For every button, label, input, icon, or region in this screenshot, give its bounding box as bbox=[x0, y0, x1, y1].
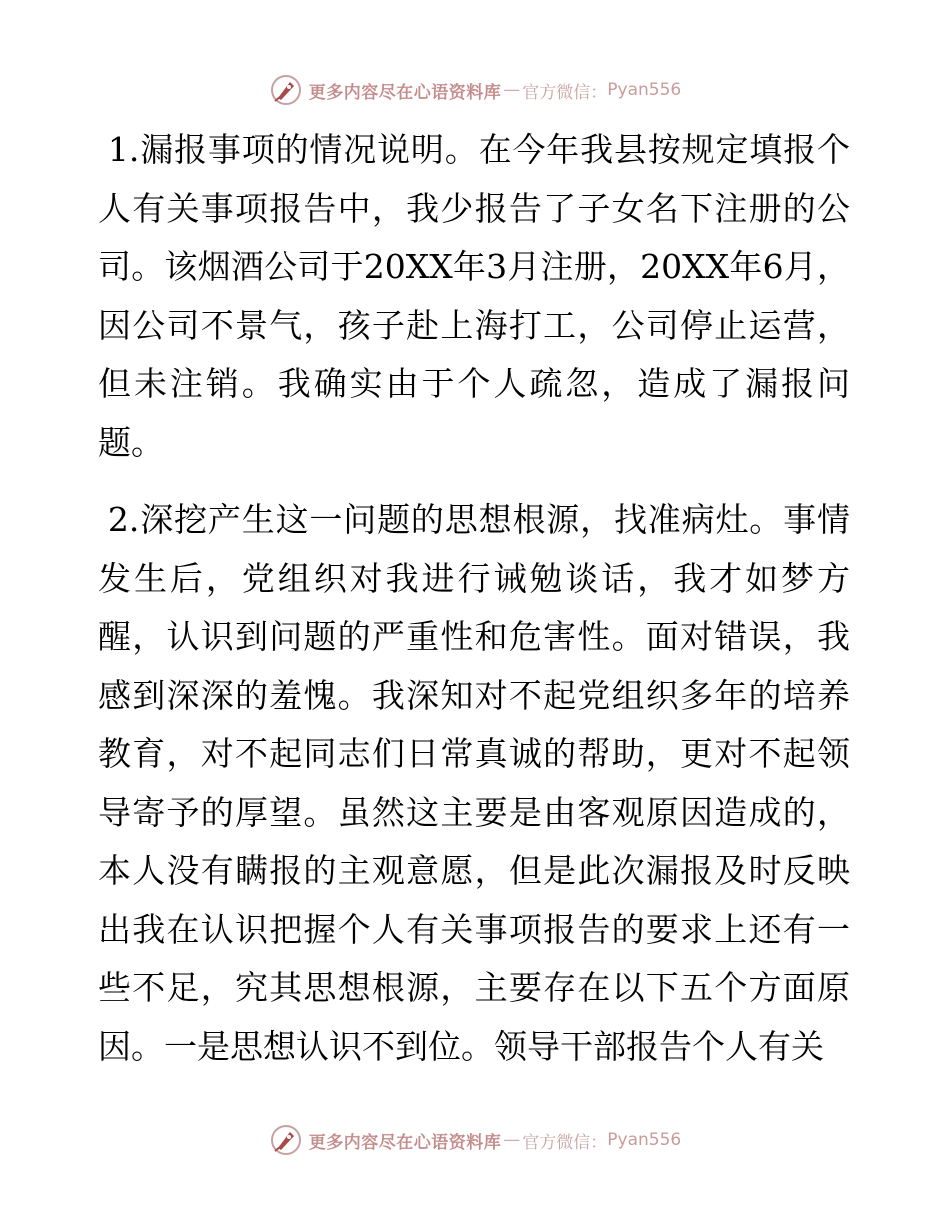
pen-nib-logo-icon bbox=[269, 1123, 303, 1157]
document-body bbox=[98, 121, 850, 1076]
header-watermark bbox=[0, 70, 950, 110]
paragraph-1: 1.漏报事项的情况说明。在今年我县按规定填报个人有关事项报告中，我少报告了子女名下注册的公司。该烟酒公司于20XX年3月注册，20XX年6月，因公司不景气，孩子赴上海打工，公司停止运营，但未注销。我确实由于个人疏忽，造成了漏报问题。 bbox=[98, 130, 850, 462]
pen-nib-logo-icon bbox=[269, 73, 303, 107]
watermark-main-text: 更多内容尽在心语资料库 bbox=[308, 1132, 502, 1153]
watermark-separator: — bbox=[503, 1130, 521, 1150]
watermark-wechat-id: Pyan556 bbox=[607, 1130, 682, 1150]
watermark-main-text: 更多内容尽在心语资料库 bbox=[308, 82, 502, 103]
watermark-wechat-label: 官方微信： bbox=[522, 82, 608, 103]
watermark-separator: — bbox=[503, 80, 521, 100]
watermark-wechat-label: 官方微信： bbox=[522, 1132, 608, 1153]
paragraph-2: 2.深挖产生这一问题的思想根源，找准病灶。事情发生后，党组织对我进行诫勉谈话，我才如梦方醒，认识到问题的严重性和危害性。面对错误，我感到深深的羞愧。我深知对不起党组织多年的培养教育，对不起同志们日常真诚的帮助，更对不起领导寄予的厚望。虽然这主要是由客观原因造成的，本人没有瞒报的主观意愿，但是此次漏报及时反映出我在认识把握个人有关事项报告的要求上还有一些不足，究其思想根源，主要存在以下五个方面原因。一是思想认识不到位。领导干部报告个人有关 bbox=[98, 500, 850, 1066]
footer-watermark bbox=[0, 1120, 950, 1160]
watermark-wechat-id: Pyan556 bbox=[607, 80, 682, 100]
